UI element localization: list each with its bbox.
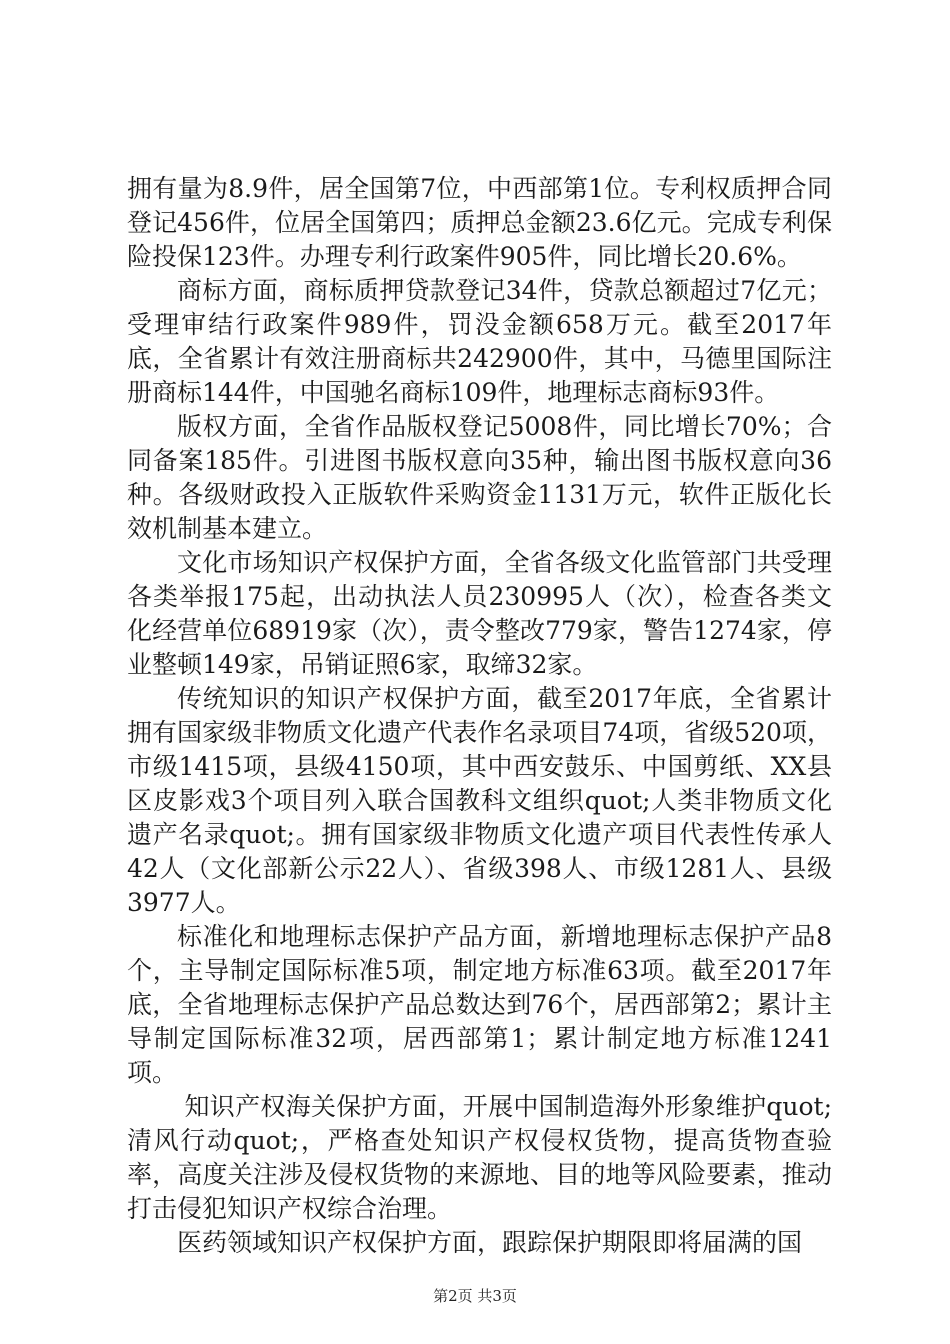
document-body <box>127 172 832 1260</box>
paragraph-medicine: 医药领域知识产权保护方面，跟踪保护期限即将届满的国 <box>177 1228 803 1257</box>
paragraph-copyright: 版权方面，全省作品版权登记5008件，同比增长70%；合同备案185件。引进图书版权意向35种，输出图书版权意向36种。各级财政投入正版软件采购资金1131万元，软件正版化长效机制基本建立。 <box>127 412 832 543</box>
paragraph-trademark: 商标方面，商标质押贷款登记34件，贷款总额超过7亿元；受理审结行政案件989件，罚没金额658万元。截至2017年底，全省累计有效注册商标共242900件，其中，马德里国际注册商标144件，中国驰名商标109件，地理标志商标93件。 <box>127 276 832 407</box>
paragraph-culture-market: 文化市场知识产权保护方面，全省各级文化监管部门共受理各类举报175起，出动执法人员230995人（次），检查各类文化经营单位68919家（次），责令整改779家，警告1274家，停业整顿149家，吊销证照6家，取缔32家。 <box>127 548 832 679</box>
paragraph-patent-continued: 拥有量为8.9件，居全国第7位，中西部第1位。专利权质押合同登记456件，位居全国第四；质押总金额23.6亿元。完成专利保险投保123件。办理专利行政案件905件，同比增长20.6%。 <box>127 174 832 271</box>
paragraph-customs: 知识产权海关保护方面，开展中国制造海外形象维护quot;清风行动quot;，严格查处知识产权侵权货物，提高货物查验率，高度关注涉及侵权货物的来源地、目的地等风险要素，推动打击侵犯知识产权综合治理。 <box>127 1092 832 1223</box>
paragraph-traditional-knowledge: 传统知识的知识产权保护方面，截至2017年底，全省累计拥有国家级非物质文化遗产代表作名录项目74项，省级520项，市级1415项，县级4150项，其中西安鼓乐、中国剪纸、XX县区皮影戏3个项目列入联合国教科文组织quot;人类非物质文化遗产名录quot;。拥有国家级非物质文化遗产项目代表性传承人42人（文化部新公示22人）、省级398人、市级1281人、县级3977人。 <box>127 684 832 917</box>
paragraph-standardization: 标准化和地理标志保护产品方面，新增地理标志保护产品8个，主导制定国际标准5项，制定地方标准63项。截至2017年底，全省地理标志保护产品总数达到76个，居西部第2；累计主导制定国际标准32项，居西部第1；累计制定地方标准1241项。 <box>127 922 832 1087</box>
page-footer: 第2页 共3页 <box>433 1287 517 1305</box>
